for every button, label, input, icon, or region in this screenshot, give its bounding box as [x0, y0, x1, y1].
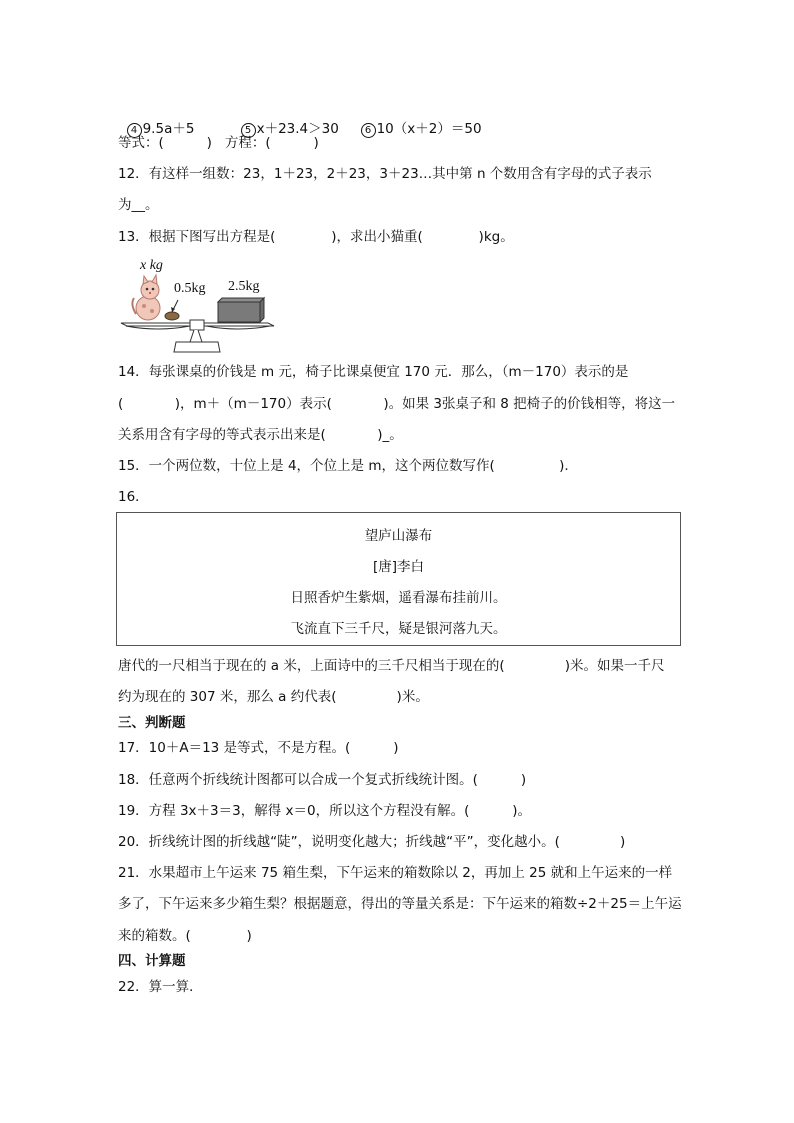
q13-text: 13．根据下图写出方程是( )，求出小猫重( )kg。 — [118, 229, 514, 245]
q16-number: 16． — [118, 489, 149, 505]
q17-text: 17．10＋A＝13 是等式，不是方程。( ) — [118, 740, 399, 756]
balance-beam-icon — [121, 320, 274, 352]
q11-answer-line: 等式：( ) 方程：( ) — [118, 135, 319, 151]
cat-weight-label: x kg — [140, 258, 163, 273]
q14-line1: 14．每张课桌的价钱是 m 元，椅子比课桌便宜 170 元．那么，（m－170）表示的是 — [118, 364, 629, 380]
poem-title: 望庐山瀑布 — [364, 528, 433, 544]
q16-line1: 唐代的一尺相当于现在的 a 米，上面诗中的三千尺相当于现在的( )米。如果一千尺 — [118, 658, 665, 674]
option-6 — [352, 102, 482, 138]
poem-author: [唐]李白 — [372, 559, 425, 575]
option-text: 10（x＋2）＝50 — [376, 121, 482, 137]
q20-text: 20．折线统计图的折线越“陡”，说明变化越大；折线越“平”，变化越小。( ) — [118, 834, 626, 850]
q18-text: 18．任意两个折线统计图都可以合成一个复式折线统计图。( ) — [118, 772, 527, 788]
big-weight-icon — [218, 298, 264, 322]
poem-line-2: 飞流直下三千尺，疑是银河落九天。 — [290, 621, 507, 637]
q21-line1: 21．水果超市上午运来 75 箱生梨，下午运来的箱数除以 2，再加上 25 就和上午运来的一样 — [118, 865, 673, 881]
option-number: 6 — [361, 123, 376, 138]
q14-line3: 关系用含有字母的等式表示出来是( )_。 — [118, 427, 403, 443]
option-number: 5 — [241, 123, 256, 138]
section-3-title: 三、判断题 — [118, 715, 186, 731]
section-4-title: 四、计算题 — [118, 953, 186, 969]
q15-text: 15．一个两位数，十位上是 4，个位上是 m，这个两位数写作( ). — [118, 458, 569, 474]
q21-line2: 多了，下午运来多少箱生梨？根据题意，得出的等量关系是：下午运来的箱数÷2＋25＝上午运 — [118, 896, 682, 912]
poem-box — [116, 512, 681, 646]
q14-line2: ( )，m＋（m－170）表示( )。如果 3张桌子和 8 把椅子的价钱相等，将这一 — [118, 396, 676, 412]
option-text: x＋23.4＞30 — [256, 121, 339, 137]
q16-line2: 约为现在的 307 米，那么 a 约代表( )米。 — [118, 689, 429, 705]
option-number: 4 — [127, 123, 142, 138]
option-5 — [232, 102, 339, 138]
q22-text: 22．算一算． — [118, 979, 203, 995]
small-weight-icon — [165, 300, 179, 320]
q21-line3: 来的箱数。( ) — [118, 928, 252, 944]
balance-scale-figure — [118, 256, 278, 356]
option-text: 9.5a＋5 — [142, 121, 195, 137]
big-weight-label: 2.5kg — [228, 279, 260, 294]
poem-line-1: 日照香炉生紫烟，遥看瀑布挂前川。 — [290, 590, 507, 606]
small-weight-label: 0.5kg — [174, 281, 206, 296]
q19-text: 19．方程 3x＋3＝3，解得 x＝0，所以这个方程没有解。( )。 — [118, 803, 532, 819]
q12-line2: 为__。 — [118, 197, 159, 213]
cat-icon — [132, 275, 160, 320]
option-4 — [118, 102, 194, 138]
q12-line1: 12．有这样一组数：23，1＋23，2＋23，3＋23…其中第 n 个数用含有字母的式子表示 — [118, 166, 652, 182]
